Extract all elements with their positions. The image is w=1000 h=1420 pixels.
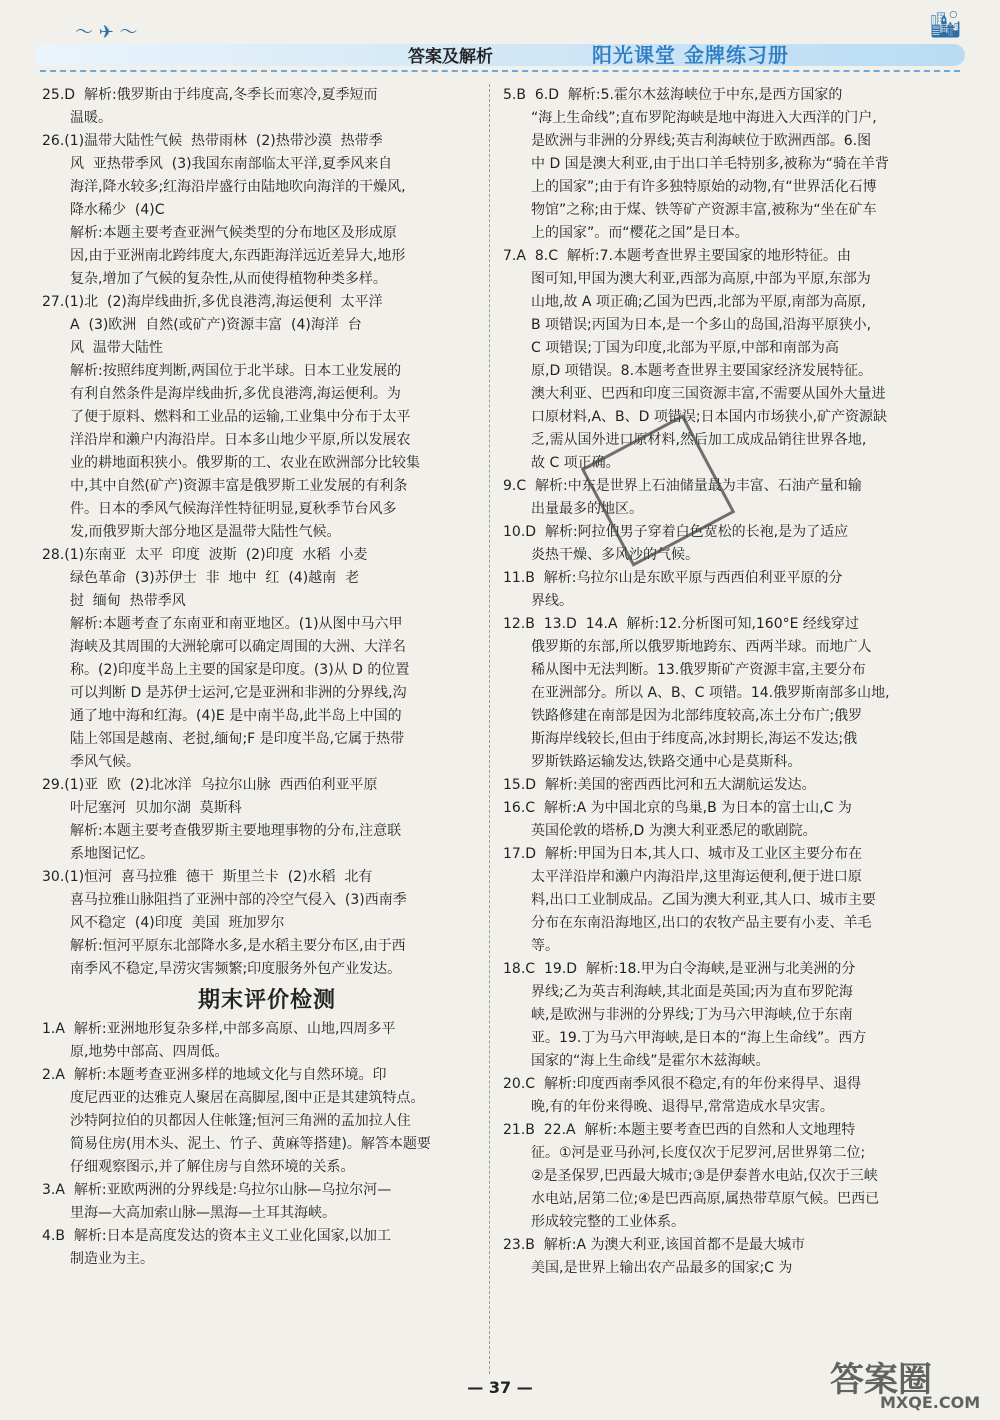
answer-entry xyxy=(503,245,953,475)
section-title: 期末评价检测 xyxy=(197,988,336,1013)
answer-line: 乏,需从国外进口原材料,然后加工成成品销往世界各地, xyxy=(531,432,867,448)
answer-line: 喜马拉雅山脉阻挡了亚洲中部的冷空气侵入 (3)西南季 xyxy=(70,892,407,908)
answer-line: 中 D 国是澳大利亚,由于出口羊毛特别多,被称为“骑在羊背 xyxy=(531,156,889,172)
page-number: — 37 — xyxy=(467,1378,533,1397)
answer-line: 20.C 解析:印度西南季风很不稳定,有的年份来得早、退得 xyxy=(503,1076,862,1092)
answer-line: 海洋,降水较多;红海沿岸盛行由陆地吹向海洋的干燥风, xyxy=(70,179,406,195)
answer-line: 9.C 解析:中东是世界上石油储量最为丰富、石油产量和输 xyxy=(503,478,862,494)
answer-line: 风 温带大陆性 xyxy=(70,340,163,356)
answer-line: 罗斯铁路运输发达,铁路交通中心是莫斯科。 xyxy=(531,754,802,770)
answer-line: 原,地势中部高、四周低。 xyxy=(70,1044,229,1060)
answer-line: 原,D 项错误。8.本题考查世界主要国家经济发展特征。 xyxy=(531,363,873,379)
answer-line: 界线;乙为英吉利海峡,其北面是英国;丙为直布罗陀海 xyxy=(531,984,853,1000)
header-title: 答案及解析 xyxy=(408,47,493,67)
answer-line: 界线。 xyxy=(531,593,573,609)
answer-line: 美国,是世界上输出农产品最多的国家;C 为 xyxy=(531,1260,793,1276)
answer-entry xyxy=(42,866,492,981)
answer-line: 叶尼塞河 贝加尔湖 莫斯科 xyxy=(70,800,242,816)
watermark-logo: 答案圈 xyxy=(830,1360,932,1400)
answer-line: 洋沿岸和濑户内海沿岸。日本多山地少平原,所以发展农 xyxy=(70,432,411,448)
answer-line: 30.(1)恒河 喜马拉雅 德干 斯里兰卡 (2)水稻 北有 xyxy=(42,869,373,885)
answer-line: 发,而俄罗斯大部分地区是温带大陆性气候。 xyxy=(70,524,341,540)
answer-line: 英国伦敦的塔桥,D 为澳大利亚悉尼的歌剧院。 xyxy=(531,823,817,839)
answer-line: 澳大利亚、巴西和印度三国资源丰富,不需要从国外大量进 xyxy=(531,386,886,402)
answer-line: 风 亚热带季风 (3)我国东南部临太平洋,夏季风来自 xyxy=(70,156,393,172)
answer-line: 陆上邻国是越南、老挝,缅甸;F 是印度半岛,它属于热带 xyxy=(70,731,405,747)
answer-entry xyxy=(503,84,953,245)
answer-line: 称。(2)印度半岛上主要的国家是印度。(3)从 D 的位置 xyxy=(70,662,410,678)
answer-entry xyxy=(503,1119,953,1234)
answer-line: 有利自然条件是海岸线曲折,多优良港湾,海运便利。为 xyxy=(70,386,401,402)
answer-line: 度尼西亚的达雅克人聚居在高脚屋,图中正是其建筑特点。 xyxy=(70,1090,425,1106)
answer-line: 国家的“海上生命线”是霍尔木兹海峡。 xyxy=(531,1053,770,1069)
answer-entry xyxy=(503,958,953,1073)
answer-line: 海峡及其周围的大洲轮廓可以确定周围的大洲、大洋名 xyxy=(70,639,406,655)
answer-line: 水电站,居第二位;④是巴西高原,属热带草原气候。巴西已 xyxy=(531,1191,880,1207)
answer-line: 在亚洲部分。所以 A、B、C 项错。14.俄罗斯南部多山地, xyxy=(531,685,890,701)
answer-entry xyxy=(42,130,492,291)
city-icon: 🏙 xyxy=(928,10,962,40)
answer-line: 件。日本的季风气候海洋性特征明显,夏秋季节台风多 xyxy=(70,501,397,517)
answer-line: 等。 xyxy=(531,938,559,954)
answer-line: 可以判断 D 是苏伊士运河,它是亚洲和非洲的分界线,沟 xyxy=(70,685,407,701)
answer-line: 图可知,甲国为澳大利亚,西部为高原,中部为平原,东部为 xyxy=(531,271,871,287)
answer-entry xyxy=(503,843,953,958)
answer-entry xyxy=(42,1179,492,1225)
left-column xyxy=(42,84,492,1271)
answer-line: 温暖。 xyxy=(70,110,112,126)
answer-line: 稀从图中无法判断。13.俄罗斯矿产资源丰富,主要分布 xyxy=(531,662,866,678)
answer-line: 复杂,增加了气候的复杂性,从而使得植物种类多样。 xyxy=(70,271,387,287)
answer-line: 降水稀少 (4)C xyxy=(70,202,165,218)
right-column xyxy=(503,84,953,1280)
answer-line: ②是圣保罗,巴西最大城市;③是伊泰普水电站,仅次于三峡 xyxy=(531,1168,878,1184)
page-header xyxy=(0,0,1000,82)
answer-line: 季风气候。 xyxy=(70,754,140,770)
answer-entry xyxy=(503,567,953,613)
answer-line: 15.D 解析:美国的密西西比河和五大湖航运发达。 xyxy=(503,777,816,793)
answer-line: 2.A 解析:本题考查亚洲多样的地域文化与自然环境。印 xyxy=(42,1067,387,1083)
answer-line: 上的国家”。而“樱花之国”是日本。 xyxy=(531,225,749,241)
answer-line: 解析:按照纬度判断,两国位于北半球。日本工业发展的 xyxy=(70,363,402,379)
answer-line: 3.A 解析:亚欧两洲的分界线是:乌拉尔山脉—乌拉尔河— xyxy=(42,1182,392,1198)
answer-line: 10.D 解析:阿拉伯男子穿着白色宽松的长袍,是为了适应 xyxy=(503,524,849,540)
header-band xyxy=(35,44,965,66)
answer-line: 21.B 22.A 解析:本题主要考查巴西的自然和人文地理特 xyxy=(503,1122,856,1138)
answer-line: 12.B 13.D 14.A 解析:12.分析图可知,160°E 经线穿过 xyxy=(503,616,859,632)
answer-line: 解析:恒河平原东北部降水多,是水稻主要分布区,由于西 xyxy=(70,938,406,954)
answer-line: 太平洋沿岸和濑户内海沿岸,这里海运便利,便于进口原 xyxy=(531,869,862,885)
answer-line: C 项错误;丁国为印度,北部为平原,中部和南部为高 xyxy=(531,340,839,356)
answer-line: 4.B 解析:日本是高度发达的资本主义工业化国家,以加工 xyxy=(42,1228,392,1244)
answer-entry xyxy=(42,84,492,130)
answer-line: 物馆”之称;由于煤、铁等矿产资源丰富,被称为“坐在矿车 xyxy=(531,202,877,218)
answer-line: 绿色革命 (3)苏伊士 非 地中 红 (4)越南 老 xyxy=(70,570,360,586)
answer-line: 27.(1)北 (2)海岸线曲折,多优良港湾,海运便利 太平洋 xyxy=(42,294,383,310)
answer-entry xyxy=(42,1064,492,1179)
answer-entry xyxy=(42,291,492,544)
answer-line: 里海—大高加索山脉—黑海—土耳其海峡。 xyxy=(70,1205,336,1221)
answer-line: 山地,故 A 项正确;乙国为巴西,北部为平原,南部为高原, xyxy=(531,294,866,310)
answer-line: 口原材料,A、B、D 项错误;日本国内市场狭小,矿产资源缺 xyxy=(531,409,888,425)
answer-line: 风不稳定 (4)印度 美国 班加罗尔 xyxy=(70,915,285,931)
answer-line: B 项错误;丙国为日本,是一个多山的岛国,沿海平原狭小, xyxy=(531,317,872,333)
answer-line: 25.D 解析:俄罗斯由于纬度高,冬季长而寒冷,夏季短而 xyxy=(42,87,378,103)
answer-line: 上的国家”;由于有许多独特原始的动物,有“世界活化石博 xyxy=(531,179,877,195)
answer-line: 中,其中自然(矿产)资源丰富是俄罗斯工业发展的有利条 xyxy=(70,478,408,494)
answer-line: 1.A 解析:亚洲地形复杂多样,中部多高原、山地,四周多平 xyxy=(42,1021,396,1037)
header-brand: 阳光课堂 金牌练习册 xyxy=(592,43,789,67)
answer-entry xyxy=(503,521,953,567)
watermark-url: MXQE.COM xyxy=(880,1393,981,1412)
answer-entry xyxy=(42,1225,492,1271)
answer-line: “海上生命线”;直布罗陀海峡是地中海进入大西洋的门户, xyxy=(531,110,877,126)
answer-entry xyxy=(42,1018,492,1064)
answer-line: 29.(1)亚 欧 (2)北冰洋 乌拉尔山脉 西西伯利亚平原 xyxy=(42,777,378,793)
answer-line: 通了地中海和红海。(4)E 是中南半岛,此半岛上中国的 xyxy=(70,708,402,724)
answer-line: 解析:本题主要考查俄罗斯主要地理事物的分布,注意联 xyxy=(70,823,402,839)
answer-line: 挝 缅甸 热带季风 xyxy=(70,593,186,609)
answer-line: 是欧洲与非洲的分界线;英吉利海峡位于欧洲西部。6.图 xyxy=(531,133,872,149)
header-divider xyxy=(40,70,960,72)
answer-line: 23.B 解析:A 为澳大利亚,该国首都不是最大城市 xyxy=(503,1237,805,1253)
answer-line: A (3)欧洲 自然(或矿产)资源丰富 (4)海洋 台 xyxy=(70,317,362,333)
answer-entry xyxy=(503,613,953,774)
answer-line: 炎热干燥、多风沙的气候。 xyxy=(531,547,699,563)
answer-line: 11.B 解析:乌拉尔山是东欧平原与西西伯利亚平原的分 xyxy=(503,570,843,586)
answer-line: 解析:本题主要考查亚洲气候类型的分布地区及形成原 xyxy=(70,225,397,241)
answer-line: 出量最多的地区。 xyxy=(531,501,643,517)
answer-line: 俄罗斯的东部,所以俄罗斯地跨东、西两半球。而地广人 xyxy=(531,639,872,655)
answer-entry xyxy=(503,774,953,797)
answer-line: 料,出口工业制成品。乙国为澳大利亚,其人口、城市主要 xyxy=(531,892,876,908)
answer-line: 17.D 解析:甲国为日本,其人口、城市及工业区主要分布在 xyxy=(503,846,863,862)
answer-line: 系地图记忆。 xyxy=(70,846,154,862)
answer-line: 16.C 解析:A 为中国北京的鸟巢,B 为日本的富士山,C 为 xyxy=(503,800,852,816)
answer-line: 峡,是欧洲与非洲的分界线;丁为马六甲海峡,位于东南 xyxy=(531,1007,853,1023)
answer-line: 仔细观察图示,并了解住房与自然环境的关系。 xyxy=(70,1159,355,1175)
answer-line: 业的耕地面积狭小。俄罗斯的工、农业在欧洲部分比较集 xyxy=(70,455,420,471)
answer-line: 18.C 19.D 解析:18.甲为白令海峡,是亚洲与北美洲的分 xyxy=(503,961,856,977)
answer-entry xyxy=(503,797,953,843)
answer-line: 制造业为主。 xyxy=(70,1251,154,1267)
column-divider xyxy=(489,84,490,1374)
answer-line: 铁路修建在南部是因为北部纬度较高,冻土分布广;俄罗 xyxy=(531,708,863,724)
answer-line: 南季风不稳定,旱涝灾害频繁;印度服务外包产业发达。 xyxy=(70,961,402,977)
answer-line: 征。①河是亚马孙河,长度仅次于尼罗河,居世界第二位; xyxy=(531,1145,866,1161)
answer-entry xyxy=(503,1073,953,1119)
birds-icon: 〜 ✈ 〜 xyxy=(75,22,138,43)
answer-line: 解析:本题考查了东南亚和南亚地区。(1)从图中马六甲 xyxy=(70,616,403,632)
answer-line: 分布在东南沿海地区,出口的农牧产品主要有小麦、羊毛 xyxy=(531,915,872,931)
answer-entry xyxy=(42,774,492,866)
answer-line: 28.(1)东南亚 太平 印度 波斯 (2)印度 水稻 小麦 xyxy=(42,547,368,563)
answer-line: 故 C 项正确。 xyxy=(531,455,620,471)
answer-line: 亚。19.丁为马六甲海峡,是日本的“海上生命线”。西方 xyxy=(531,1030,867,1046)
answer-line: 26.(1)温带大陆性气候 热带雨林 (2)热带沙漠 热带季 xyxy=(42,133,383,149)
answer-line: 沙特阿拉伯的贝都因人住帐篷;恒河三角洲的孟加拉人住 xyxy=(70,1113,411,1129)
answer-line: 5.B 6.D 解析:5.霍尔木兹海峡位于中东,是西方国家的 xyxy=(503,87,843,103)
answer-line: 因,由于亚洲南北跨纬度大,东西距海洋远近差异大,地形 xyxy=(70,248,406,264)
answer-entry xyxy=(42,544,492,774)
answer-line: 了便于原料、燃料和工业品的运输,工业集中分布于太平 xyxy=(70,409,411,425)
answer-entry xyxy=(503,1234,953,1280)
answer-line: 简易住房(用木头、泥土、竹子、黄麻等搭建)。解答本题要 xyxy=(70,1136,431,1152)
answer-line: 7.A 8.C 解析:7.本题考查世界主要国家的地形特征。由 xyxy=(503,248,851,264)
answer-line: 晚,有的年份来得晚、退得早,常常造成水旱灾害。 xyxy=(531,1099,834,1115)
answer-line: 斯海岸线较长,但由于纬度高,冰封期长,海运不发达;俄 xyxy=(531,731,858,747)
answer-line: 形成较完整的工业体系。 xyxy=(531,1214,685,1230)
